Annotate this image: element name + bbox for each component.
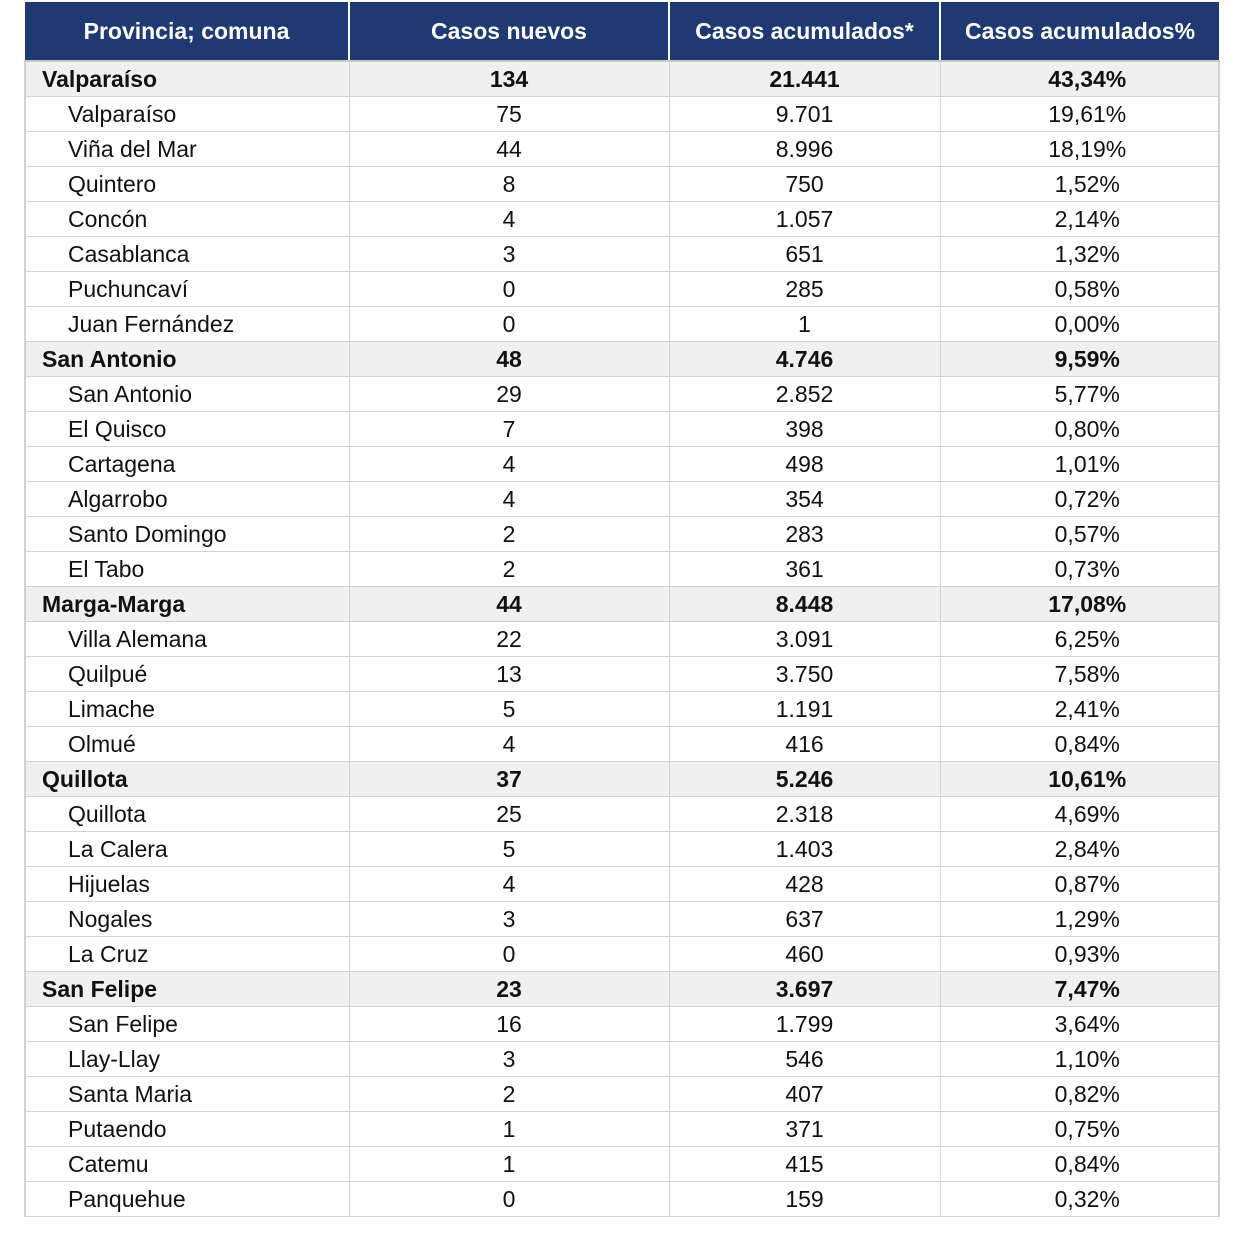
cell-casos-nuevos: 3 [349, 237, 669, 272]
province-row [25, 342, 1219, 377]
cell-name: Quintero [25, 167, 349, 202]
commune-row [25, 727, 1219, 762]
cell-casos-acumulados: 354 [669, 482, 940, 517]
cell-casos-nuevos: 22 [349, 622, 669, 657]
cell-casos-acumulados-pct: 7,47% [940, 972, 1219, 1007]
cell-casos-acumulados: 428 [669, 867, 940, 902]
cell-casos-acumulados-pct: 0,58% [940, 272, 1219, 307]
cell-name: Catemu [25, 1147, 349, 1182]
cell-casos-acumulados: 5.246 [669, 762, 940, 797]
cell-casos-acumulados: 750 [669, 167, 940, 202]
cell-name: Marga-Marga [25, 587, 349, 622]
cell-casos-acumulados-pct: 1,52% [940, 167, 1219, 202]
cell-casos-nuevos: 7 [349, 412, 669, 447]
cell-name: Viña del Mar [25, 132, 349, 167]
cell-casos-nuevos: 4 [349, 867, 669, 902]
cell-casos-nuevos: 1 [349, 1112, 669, 1147]
cell-casos-nuevos: 75 [349, 97, 669, 132]
cell-casos-acumulados-pct: 9,59% [940, 342, 1219, 377]
cell-casos-nuevos: 37 [349, 762, 669, 797]
cell-casos-nuevos: 0 [349, 937, 669, 972]
cell-casos-acumulados-pct: 3,64% [940, 1007, 1219, 1042]
commune-row [25, 167, 1219, 202]
commune-row [25, 867, 1219, 902]
cell-name: Concón [25, 202, 349, 237]
commune-row [25, 622, 1219, 657]
cell-casos-acumulados-pct: 4,69% [940, 797, 1219, 832]
commune-row [25, 97, 1219, 132]
province-row [25, 972, 1219, 1007]
cell-name: Villa Alemana [25, 622, 349, 657]
commune-row [25, 1147, 1219, 1182]
cell-name: Valparaíso [25, 97, 349, 132]
commune-row [25, 692, 1219, 727]
cell-casos-nuevos: 4 [349, 727, 669, 762]
cell-casos-acumulados-pct: 7,58% [940, 657, 1219, 692]
cell-casos-nuevos: 16 [349, 1007, 669, 1042]
commune-row [25, 937, 1219, 972]
cell-casos-nuevos: 48 [349, 342, 669, 377]
commune-row [25, 412, 1219, 447]
commune-row [25, 517, 1219, 552]
cell-name: Quillota [25, 797, 349, 832]
cell-name: Putaendo [25, 1112, 349, 1147]
commune-row [25, 447, 1219, 482]
cell-name: Santa Maria [25, 1077, 349, 1112]
cell-casos-nuevos: 0 [349, 307, 669, 342]
commune-row [25, 132, 1219, 167]
cell-casos-acumulados: 460 [669, 937, 940, 972]
cell-casos-acumulados: 3.091 [669, 622, 940, 657]
commune-row [25, 377, 1219, 412]
cell-casos-acumulados: 398 [669, 412, 940, 447]
cell-name: El Quisco [25, 412, 349, 447]
cell-name: Santo Domingo [25, 517, 349, 552]
table-header [25, 2, 1219, 61]
cell-casos-nuevos: 3 [349, 902, 669, 937]
cell-casos-acumulados-pct: 1,32% [940, 237, 1219, 272]
cell-casos-nuevos: 44 [349, 587, 669, 622]
cell-casos-acumulados: 1.799 [669, 1007, 940, 1042]
cell-casos-nuevos: 3 [349, 1042, 669, 1077]
cell-casos-nuevos: 134 [349, 61, 669, 97]
cell-name: La Cruz [25, 937, 349, 972]
cell-casos-nuevos: 13 [349, 657, 669, 692]
cell-casos-acumulados-pct: 0,73% [940, 552, 1219, 587]
cell-name: Quilpué [25, 657, 349, 692]
cell-casos-acumulados: 637 [669, 902, 940, 937]
cell-casos-acumulados-pct: 0,72% [940, 482, 1219, 517]
cell-casos-acumulados-pct: 2,84% [940, 832, 1219, 867]
cell-casos-acumulados: 3.697 [669, 972, 940, 1007]
cell-casos-acumulados: 415 [669, 1147, 940, 1182]
cell-casos-nuevos: 44 [349, 132, 669, 167]
cell-casos-acumulados-pct: 0,84% [940, 1147, 1219, 1182]
cell-name: Valparaíso [25, 61, 349, 97]
header-casos-nuevos: Casos nuevos [349, 2, 669, 61]
commune-row [25, 657, 1219, 692]
cell-casos-acumulados: 361 [669, 552, 940, 587]
cell-casos-acumulados-pct: 6,25% [940, 622, 1219, 657]
cell-casos-nuevos: 8 [349, 167, 669, 202]
cell-name: Nogales [25, 902, 349, 937]
commune-row [25, 307, 1219, 342]
cell-casos-acumulados: 21.441 [669, 61, 940, 97]
commune-row [25, 1007, 1219, 1042]
cell-name: San Antonio [25, 377, 349, 412]
cell-casos-nuevos: 0 [349, 272, 669, 307]
cell-name: Casablanca [25, 237, 349, 272]
cell-casos-acumulados-pct: 0,75% [940, 1112, 1219, 1147]
covid-cases-table-container [24, 2, 1218, 1217]
cell-casos-acumulados: 416 [669, 727, 940, 762]
covid-cases-table [24, 2, 1220, 1217]
cell-name: Panquehue [25, 1182, 349, 1217]
header-casos-acumulados-pct: Casos acumulados% [940, 2, 1219, 61]
cell-casos-acumulados: 8.448 [669, 587, 940, 622]
commune-row [25, 202, 1219, 237]
cell-casos-acumulados: 8.996 [669, 132, 940, 167]
cell-name: La Calera [25, 832, 349, 867]
cell-casos-acumulados-pct: 1,29% [940, 902, 1219, 937]
cell-casos-acumulados: 2.318 [669, 797, 940, 832]
cell-casos-acumulados: 1 [669, 307, 940, 342]
cell-casos-acumulados: 285 [669, 272, 940, 307]
commune-row [25, 237, 1219, 272]
cell-name: Juan Fernández [25, 307, 349, 342]
cell-casos-nuevos: 2 [349, 1077, 669, 1112]
cell-name: Hijuelas [25, 867, 349, 902]
cell-casos-acumulados: 2.852 [669, 377, 940, 412]
cell-casos-acumulados-pct: 0,32% [940, 1182, 1219, 1217]
cell-name: El Tabo [25, 552, 349, 587]
province-row [25, 61, 1219, 97]
cell-casos-acumulados-pct: 0,93% [940, 937, 1219, 972]
cell-casos-acumulados-pct: 1,01% [940, 447, 1219, 482]
cell-casos-acumulados-pct: 0,82% [940, 1077, 1219, 1112]
commune-row [25, 1182, 1219, 1217]
cell-casos-acumulados-pct: 2,14% [940, 202, 1219, 237]
cell-name: Cartagena [25, 447, 349, 482]
cell-casos-nuevos: 0 [349, 1182, 669, 1217]
cell-casos-acumulados: 9.701 [669, 97, 940, 132]
cell-name: Olmué [25, 727, 349, 762]
cell-name: San Antonio [25, 342, 349, 377]
cell-casos-nuevos: 2 [349, 552, 669, 587]
cell-casos-nuevos: 5 [349, 692, 669, 727]
cell-casos-nuevos: 29 [349, 377, 669, 412]
cell-casos-acumulados-pct: 17,08% [940, 587, 1219, 622]
commune-row [25, 1042, 1219, 1077]
cell-casos-acumulados-pct: 43,34% [940, 61, 1219, 97]
cell-casos-acumulados-pct: 0,84% [940, 727, 1219, 762]
cell-casos-acumulados-pct: 1,10% [940, 1042, 1219, 1077]
commune-row [25, 482, 1219, 517]
commune-row [25, 272, 1219, 307]
cell-casos-acumulados-pct: 0,80% [940, 412, 1219, 447]
cell-casos-acumulados: 1.057 [669, 202, 940, 237]
cell-casos-acumulados-pct: 5,77% [940, 377, 1219, 412]
cell-casos-nuevos: 4 [349, 447, 669, 482]
cell-casos-nuevos: 2 [349, 517, 669, 552]
cell-casos-acumulados-pct: 2,41% [940, 692, 1219, 727]
cell-name: Limache [25, 692, 349, 727]
commune-row [25, 1077, 1219, 1112]
commune-row [25, 552, 1219, 587]
header-row [25, 2, 1219, 61]
cell-casos-nuevos: 5 [349, 832, 669, 867]
header-casos-acumulados: Casos acumulados* [669, 2, 940, 61]
commune-row [25, 832, 1219, 867]
cell-casos-acumulados: 159 [669, 1182, 940, 1217]
cell-casos-acumulados-pct: 0,57% [940, 517, 1219, 552]
commune-row [25, 797, 1219, 832]
cell-name: San Felipe [25, 972, 349, 1007]
table-body [25, 61, 1219, 1217]
province-row [25, 762, 1219, 797]
cell-casos-acumulados-pct: 0,87% [940, 867, 1219, 902]
cell-casos-nuevos: 4 [349, 482, 669, 517]
cell-casos-acumulados: 4.746 [669, 342, 940, 377]
province-row [25, 587, 1219, 622]
commune-row [25, 902, 1219, 937]
cell-casos-acumulados-pct: 0,00% [940, 307, 1219, 342]
cell-casos-acumulados: 498 [669, 447, 940, 482]
cell-casos-acumulados-pct: 18,19% [940, 132, 1219, 167]
header-provincia-comuna: Provincia; comuna [25, 2, 349, 61]
cell-casos-nuevos: 1 [349, 1147, 669, 1182]
cell-casos-acumulados: 1.191 [669, 692, 940, 727]
cell-name: Puchuncaví [25, 272, 349, 307]
commune-row [25, 1112, 1219, 1147]
cell-casos-acumulados-pct: 19,61% [940, 97, 1219, 132]
cell-casos-acumulados: 407 [669, 1077, 940, 1112]
cell-casos-nuevos: 4 [349, 202, 669, 237]
cell-name: San Felipe [25, 1007, 349, 1042]
cell-casos-nuevos: 25 [349, 797, 669, 832]
cell-casos-acumulados: 651 [669, 237, 940, 272]
cell-casos-nuevos: 23 [349, 972, 669, 1007]
cell-name: Llay-Llay [25, 1042, 349, 1077]
cell-casos-acumulados: 1.403 [669, 832, 940, 867]
cell-name: Algarrobo [25, 482, 349, 517]
cell-name: Quillota [25, 762, 349, 797]
cell-casos-acumulados: 283 [669, 517, 940, 552]
cell-casos-acumulados-pct: 10,61% [940, 762, 1219, 797]
cell-casos-acumulados: 546 [669, 1042, 940, 1077]
cell-casos-acumulados: 3.750 [669, 657, 940, 692]
cell-casos-acumulados: 371 [669, 1112, 940, 1147]
